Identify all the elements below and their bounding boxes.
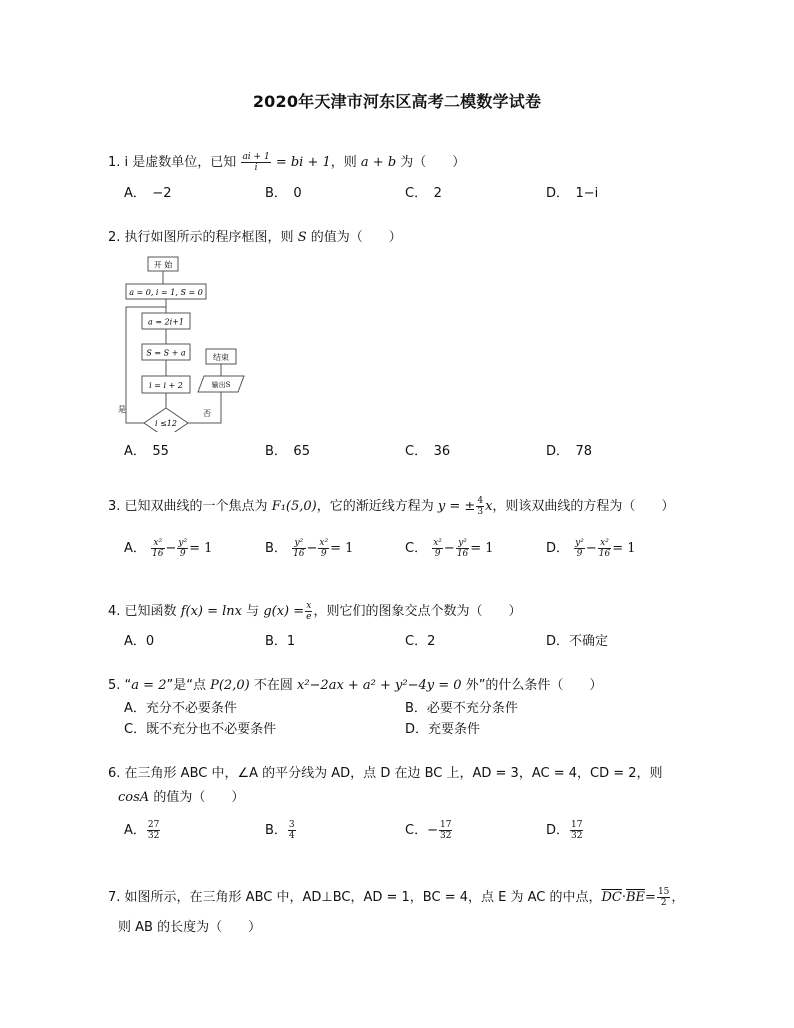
question-4 — [108, 601, 521, 622]
flow-init-label: a = 0, i = 1, S = 0 — [129, 288, 203, 297]
question-text: 在三角形 ABC 中，∠A 的平分线为 AD，点 D 在边 BC 上，AD = 3，AC = 4，CD = 2，则 — [124, 766, 663, 781]
flow-yes-label: 是 — [118, 405, 126, 414]
condition: a = 2 — [131, 678, 167, 693]
question-text: ”是“点 — [166, 678, 206, 693]
option-a: A． 55 — [124, 444, 169, 459]
function-f: f(x) = lnx — [180, 604, 243, 619]
flow-start-label: 开 始 — [153, 260, 173, 270]
question-number: 2. — [108, 230, 121, 245]
option-d: D． $\frac{17}{32}$ — [546, 820, 583, 841]
question-6-line2 — [118, 789, 244, 807]
flow-end-label: 结束 — [213, 353, 229, 362]
vector-dc: $\overline{DC}$ — [601, 890, 622, 905]
cos-a: cosA — [118, 790, 150, 805]
question-text: ，它的渐近线方程为 — [316, 499, 434, 514]
option-a: A． $\frac{\text{x²}}{16}$ − $\frac{\text{y²}}{9}$ = 1 — [124, 538, 213, 559]
question-2 — [108, 229, 402, 247]
option-c: C．2 — [405, 634, 436, 649]
question-text: 与 — [246, 604, 260, 619]
option-c: C． 36 — [405, 444, 451, 459]
question-text: ，则它们的图象交点个数为（ ） — [313, 604, 522, 619]
option-a: A． −2 — [124, 186, 172, 201]
question-text: 不在圆 — [253, 678, 293, 693]
flowchart — [118, 252, 258, 432]
question-text: 已知双曲线的一个焦点为 — [124, 499, 268, 514]
option-b: B． $\frac{3}{4}$ — [265, 820, 295, 841]
equals: = — [645, 890, 656, 905]
question-number: 3. — [108, 499, 121, 514]
point: P(2,0) — [210, 678, 250, 693]
flow-no-line — [188, 392, 221, 423]
option-c: C．− $\frac{17}{32}$ — [405, 820, 452, 841]
question-6 — [108, 765, 663, 783]
option-c: C．既不充分也不必要条件 — [124, 722, 277, 737]
equation: = bi + 1 — [275, 155, 331, 170]
asymptote: y = ± — [437, 499, 476, 514]
option-d: D． 1−i — [546, 186, 599, 201]
vector-be: $\overline{BE}$ — [626, 890, 646, 905]
question-text: 的值为（ ） — [310, 230, 402, 245]
question-1 — [108, 152, 465, 173]
asymptote-var: x — [485, 499, 493, 514]
flow-step3-label: i = i + 2 — [149, 381, 183, 390]
question-text: 的值为（ ） — [153, 790, 245, 805]
function-g: g(x) = — [263, 604, 305, 619]
question-number: 6. — [108, 766, 121, 781]
flow-step2-label: S = S + a — [146, 348, 186, 358]
question-text: 已知函数 — [124, 604, 177, 619]
option-b: B．必要不充分条件 — [405, 701, 518, 716]
fraction: $\frac{4}{3}$ — [477, 496, 484, 517]
option-d: D． $\frac{\text{y²}}{9}$ − $\frac{\text{x²}}{16}$ = 1 — [546, 538, 636, 559]
question-7-line2: 则 AB 的长度为（ ） — [118, 920, 262, 935]
question-text: 为（ ） — [400, 155, 466, 170]
question-text: i 是虚数单位，已知 — [124, 155, 237, 170]
question-text: ， — [671, 890, 685, 905]
dot-product: · — [621, 890, 626, 905]
option-d: D．不确定 — [546, 634, 609, 649]
circle-equation: x²−2ax + a² + y²−4y = 0 — [296, 678, 462, 693]
question-number: 1. — [108, 155, 121, 170]
option-d: D．充要条件 — [405, 722, 481, 737]
option-b: B． $\frac{\text{y²}}{16}$ − $\frac{\text{x²}}{9}$ = 1 — [265, 538, 354, 559]
fraction: $\frac{ai + 1}{i}$ — [242, 152, 270, 173]
flow-decision-label: i ≤12 — [155, 419, 177, 428]
question-text: ，则该双曲线的方程为（ ） — [492, 499, 675, 514]
question-number: 4. — [108, 604, 121, 619]
question-7 — [108, 887, 684, 908]
question-3 — [108, 496, 674, 517]
option-b: B． 65 — [265, 444, 310, 459]
question-5 — [108, 677, 602, 695]
question-text: 执行如图所示的程序框图，则 — [124, 230, 294, 245]
flow-step1-label: a = 2i+1 — [148, 317, 184, 327]
option-b: B．1 — [265, 634, 296, 649]
variable: S — [297, 230, 307, 245]
focus: F₁(5,0) — [271, 499, 317, 514]
question-text: 如图所示，在三角形 ABC 中，AD⊥BC，AD = 1，BC = 4，点 E 为 AC 的中点， — [124, 890, 602, 905]
page-title: 2020年天津市河东区高考二模数学试卷 — [252, 92, 542, 111]
option-a: A．充分不必要条件 — [124, 701, 237, 716]
expression: a + b — [360, 155, 397, 170]
question-number: 7. — [108, 890, 121, 905]
option-c: C． $\frac{\text{x²}}{9}$ − $\frac{\text{y²}}{16}$ = 1 — [405, 538, 494, 559]
option-b: B． 0 — [265, 186, 302, 201]
option-a: A． $\frac{27}{32}$ — [124, 820, 160, 841]
option-d: D． 78 — [546, 444, 593, 459]
flow-output-label: 输出S — [211, 381, 231, 389]
question-text: “ — [124, 678, 132, 693]
flow-no-label: 否 — [203, 409, 211, 418]
question-text: ，则 — [330, 155, 357, 170]
question-number: 5. — [108, 678, 121, 693]
question-text: 外”的什么条件（ ） — [465, 678, 603, 693]
option-a: A．0 — [124, 634, 155, 649]
fraction: $\frac{x}{e}$ — [306, 601, 312, 622]
option-c: C． 2 — [405, 186, 442, 201]
fraction: $\frac{15}{2}$ — [657, 887, 670, 908]
